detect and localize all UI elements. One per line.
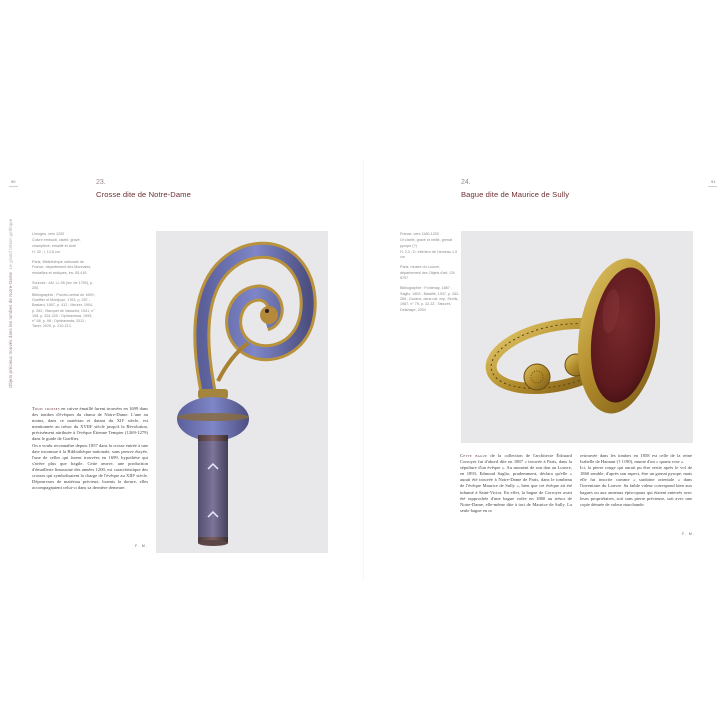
running-head xyxy=(7,188,13,388)
body-paragraph-1: en cuivre émaillé furent trouvées en 1699 dans des tombes d'évêques du chœur de Notre-Dame. L'une au moins, dans ce matériau et datant du XIIᵉ siècle, est mentionnée au trésor du XVIIIᵉ siècle jusqu'à la Révolution, précisément attribuée à l'évêque Étienne Tempier (1269-1279) dans le guide de Gueffier. xyxy=(32,406,148,442)
crozier-photo xyxy=(156,231,328,553)
catalogue-metadata xyxy=(32,232,96,335)
entry-number: 23. xyxy=(96,179,106,186)
folio-rule xyxy=(708,186,717,187)
meta-sources: Sources : AN, LL 98 (inv. de 1759), p. 200. xyxy=(32,281,94,291)
meta-origin: France, vers 1180-1200 xyxy=(400,232,439,236)
folio-left: 90 xyxy=(11,179,16,184)
running-head-book: Le grand trésor gothique xyxy=(8,218,13,270)
author-initials: F. M. xyxy=(135,544,148,548)
entry-number: 24. xyxy=(461,179,471,186)
body-column-1: de la collection de l'architecte Édouard Corroyer fut d'abord dite en 1887 « trouvée à Paris, dans la sépulture d'un évêque ». Au moment de son don au Louvre, en 1893, Edmond Saglio, prudemment, déclara qu'elle « aurait été trouvée à Notre-Dame de Paris, dans le tombeau de l'évêque Maurice de Sully », bien que cet évêque ait été inhumé à Saint-Victor. En effet, la bague de Corroyer avait été rapprochée d'une bague volée en 1860 au trésor de Notre-Dame, elle-même dite à tort de Maurice de Sully. La seule bague en or xyxy=(460,453,572,513)
catalogue-metadata xyxy=(400,232,460,318)
body-lead-in: Trois crosses xyxy=(32,406,60,411)
entry-body xyxy=(32,406,148,491)
body-column-2-para-1: retrouvée dans les tombes en 1858 est celle de la reine Isabelle de Hainaut († 1190), munie d'un « quartz rose ». xyxy=(580,453,692,465)
meta-location: Paris, Bibliothèque nationale de France, département des Monnaies, médailles et antiques, inv. 55.416 xyxy=(32,260,92,275)
meta-material: Cuivre embouti, ciselé, gravé, champlevé, émaillé et doré xyxy=(32,238,81,248)
crozier-illustration xyxy=(156,231,328,553)
running-head-part: Objets précieux trouvés dans les tombes de Notre-Dame xyxy=(8,271,13,388)
right-page xyxy=(364,0,728,728)
body-lead-in: Cette bague xyxy=(460,453,488,458)
entry-title: Bague dite de Maurice de Sully xyxy=(461,190,570,199)
folio-rule xyxy=(9,186,18,187)
meta-material: Or ciselé, gravé et niellé, grenat pyrope (?) xyxy=(400,238,453,248)
ring-photo xyxy=(461,231,693,443)
folio-right: 91 xyxy=(711,179,716,184)
entry-title: Crosse dite de Notre-Dame xyxy=(96,190,191,199)
meta-location: Paris, musée du Louvre, département des Objets d'art, OA 5757 xyxy=(400,265,455,281)
meta-bibliography: Bibliographie : Fontenay, 1887 ; Saglio, 1893 ; Bataillé, 1937, p. 262-266 ; Durand, dans cat. exp. Senlis, 1987, n° 75, p. 32-33 ; Taburet-Delahaye, 2004 xyxy=(400,286,460,312)
author-initials: F. M. xyxy=(682,532,695,536)
ring-illustration xyxy=(461,231,693,443)
meta-origin: Limoges, vers 1200 xyxy=(32,232,65,236)
entry-body-col-2 xyxy=(580,453,692,508)
meta-dimensions: H. 2,3 ; D. intérieur de l'anneau 1,9 cm xyxy=(400,249,458,260)
body-column-2-para-2: Ici, la pierre rouge qui aurait pu être sertie après le vol de 1860 semble, d'après son aspect, être un grenat pyrope, mais elle fut inscrite comme « sardoine orientale » dans l'inventaire du Louvre. Sa faible valeur correspond bien aux bagues ou aux anneaux épiscopaux qui étaient enterrés avec leurs propriétaires, soit sans pierre précieuse, soit avec une copie dénuée de valeur marchande. xyxy=(580,465,692,507)
meta-dimensions: H. 30 ; l. 13,5 cm xyxy=(32,249,60,254)
body-paragraph-2: On a voulu reconnaître depuis 1857 dans la crosse entrée à une date inconnue à la Bibliothèque nationale, sans preuve étayée, l'une de celles qui furent trouvées en 1699, hypothèse qui s'avère plus que fragile. Cette œuvre, une production d'émaillerie limousine des années 1200, est caractéristique des crosses qui symbolisaient la charge de l'évêque au XIIIᵉ siècle. Dépourvues de matériau précieux, hormis la dorure, elles accompagnaient celui-ci dans sa dernière demeure. xyxy=(32,442,148,491)
meta-bibliography: Bibliographie : Procès-verbal de 1699 ; Gueffier et Montjoye, 1763, p. 287 ; Bastard, 1857, p. 412 ; Meurer, 1904, p. 262 ; Marquet de Vasselot, 1941, n° 198, p. 324-325 ; Ophtravesta, 1995, n° 68, p. 98 ; Ophtravesta, 2011 ; Taver, 2020, p. 210-213 xyxy=(32,292,96,329)
entry-body-col-1 xyxy=(460,453,572,514)
